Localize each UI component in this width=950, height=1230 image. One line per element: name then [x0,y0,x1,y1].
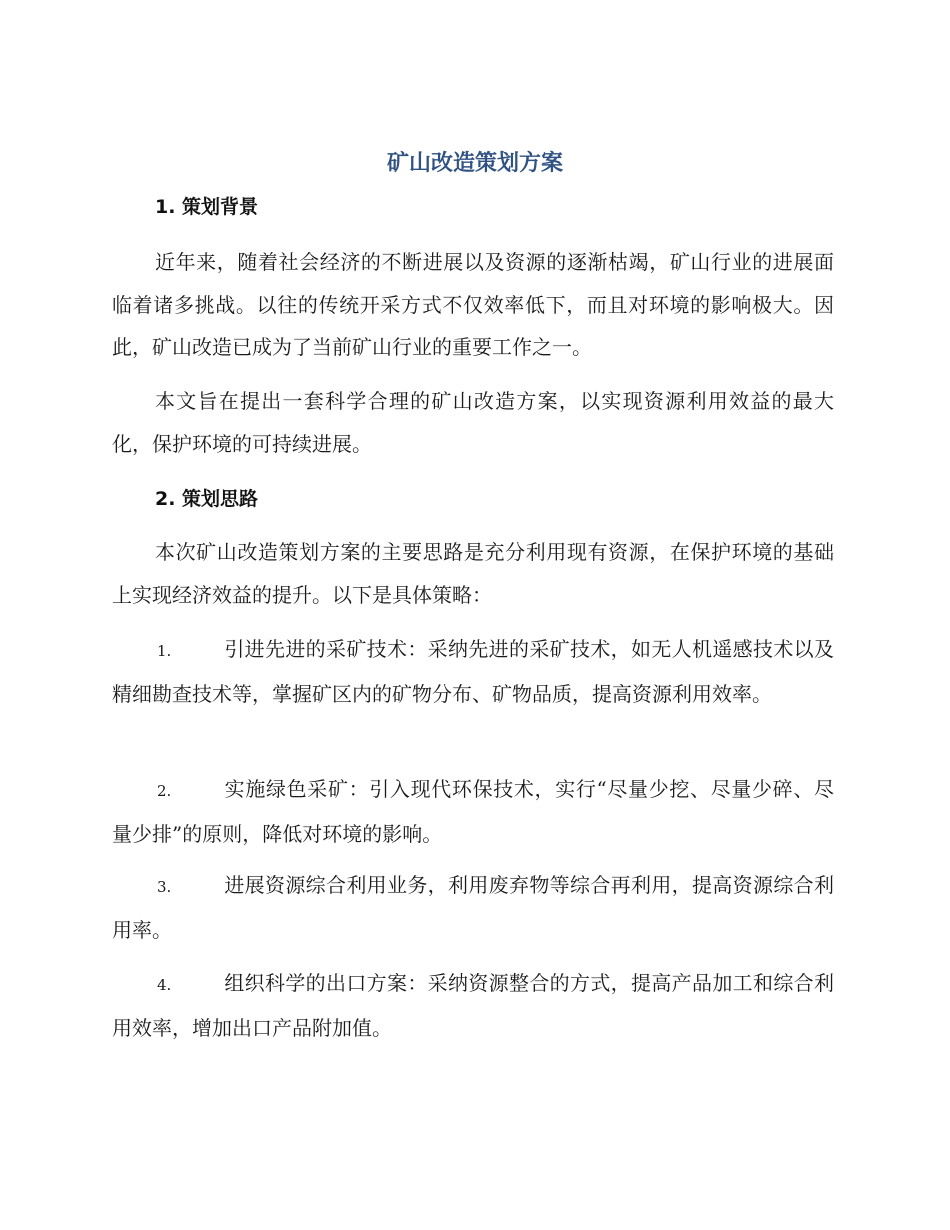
section-heading-background: 1. 策划背景 [155,196,259,218]
list-item [112,864,834,952]
list-item-number: 3. [157,878,172,896]
list-item-text: 实施绿色采矿：引入现代环保技术，实行“尽量少挖、尽量少碎、尽量少排”的原则，降低对环境的影响。 [112,777,834,846]
paragraph-purpose: 本文旨在提出一套科学合理的矿山改造方案，以实现资源利用效益的最大化，保护环境的可持续进展。 [112,389,834,456]
document-title: 矿山改造策划方案 [386,151,563,176]
paragraph-approach-intro: 本次矿山改造策划方案的主要思路是充分利用现有资源，在保护环境的基础上实现经济效益的提升。以下是具体策略： [112,540,834,607]
paragraph-background: 近年来，随着社会经济的不断进展以及资源的逐渐枯竭，矿山行业的进展面临着诸多挑战。以往的传统开采方式不仅效率低下，而且对环境的影响极大。因此，矿山改造已成为了当前矿山行业的重要工作之一。 [112,250,834,359]
list-item-text: 引进先进的采矿技术：采纳先进的采矿技术，如无人机遥感技术以及精细勘查技术等，掌握矿区内的矿物分布、矿物品质，提高资源利用效率。 [112,637,834,706]
list-item-text: 进展资源综合利用业务，利用废弃物等综合再利用，提高资源综合利用率。 [112,873,834,942]
list-item [112,962,834,1050]
list-item-number: 2. [157,782,172,800]
section-heading-approach: 2. 策划思路 [155,488,259,510]
list-item [112,628,834,716]
list-item-number: 4. [157,976,172,994]
list-item [112,768,834,856]
list-item-text: 组织科学的出口方案：采纳资源整合的方式，提高产品加工和综合利用效率，增加出口产品附加值。 [112,971,834,1040]
list-item-number: 1. [157,642,172,660]
